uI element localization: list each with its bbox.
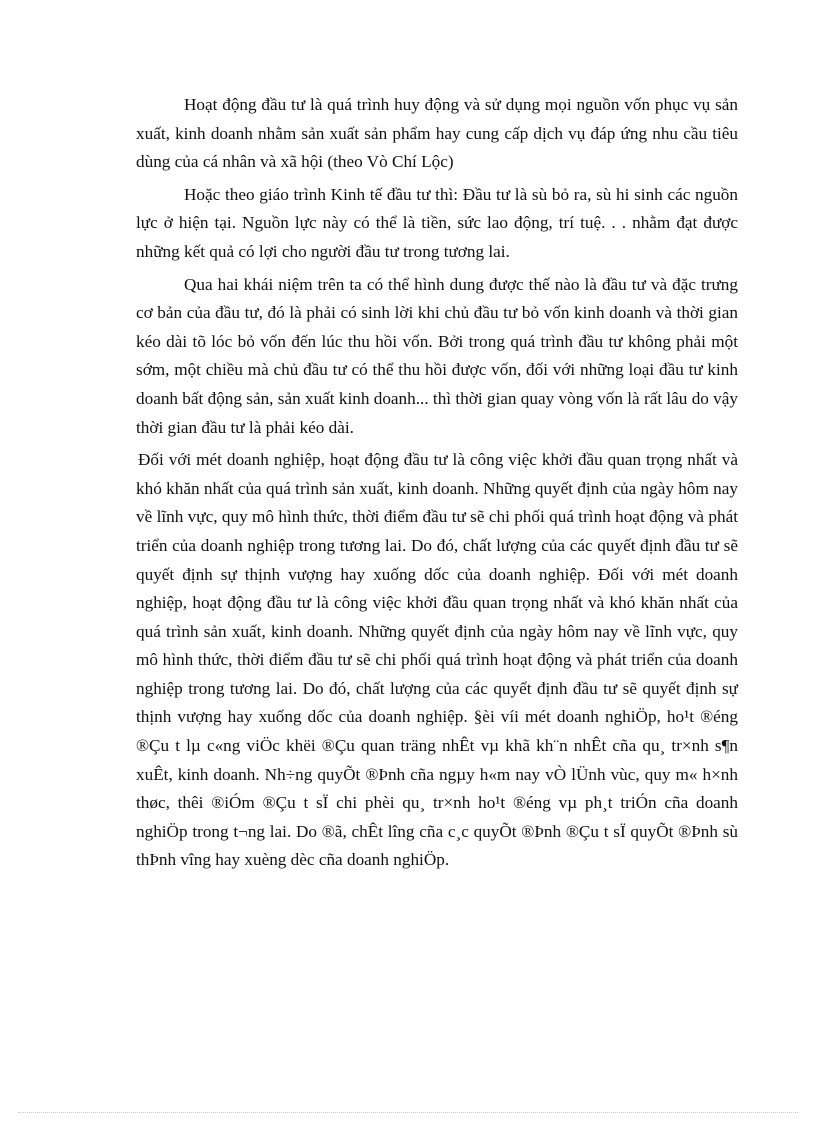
paragraph-investment-characteristics: Qua hai khái niệm trên ta có thể hình dung được thế nào là đầu tư và đặc trưng cơ bản của đầu tư, đó là phải có sinh lời khi chủ đầu tư bỏ vốn kinh doanh và thời gian kéo dài tõ lóc bỏ vốn đến lúc thu hồi vốn. Bởi trong quá trình đầu tư không phải một sớm, một chiều mà chủ đầu tư có thể thu hồi được vốn, đối với những loại đầu tư kinh doanh bất động sản, sản xuất kinh doanh... thì thời gian quay vòng vốn là rất lâu do vậy thời gian đầu tư là phải kéo dài.: [136, 274, 738, 437]
paragraph-enterprise-investment: Đối với mét doanh nghiệp, hoạt động đầu tư là công việc khởi đầu quan trọng nhất và khó khăn nhất của quá trình sản xuất, kinh doanh. Những quyết định của ngày hôm nay về lĩnh vực, quy mô hình thức, thời điểm đầu tư sẽ chi phối quá trình hoạt động và phát triển của doanh nghiệp trong tương lai. Do đó, chất lượng của các quyết định đầu tư sẽ quyết định sự thịnh vượng hay xuống dốc của doanh nghiệp. Đối với mét doanh nghiệp, hoạt động đầu tư là công việc khởi đầu quan trọng nhất và khó khăn nhất của quá trình sản xuất, kinh doanh. Những quyết định của ngày hôm nay về lĩnh vực, quy mô hình thức, thời điểm đầu tư sẽ chi phối quá trình hoạt động và phát triển của doanh nghiệp trong tương lai. Do đó, chất lượng của các quyết định đầu tư sẽ quyết định sự thịnh vượng hay xuống dốc của doanh nghiệp. §èi víi mét doanh nghiÖp, ho¹t ®éng ®Çu t lµ c«ng viÖc khëi ®Çu quan träng nhÊt vµ khã kh¨n nhÊt cña qu¸ tr×nh s¶n xuÊt, kinh doanh. Nh÷ng quyÕt ®Þnh cña ngµy h«m nay vÒ lÜnh vùc, quy m« h×nh thøc, thêi ®iÓm ®Çu t sÏ chi phèi qu¸ tr×nh ho¹t ®éng vµ ph¸t triÓn cña doanh nghiÖp trong t¬ng lai. Do ®ã, chÊt lîng cña c¸c quyÕt ®Þnh ®Çu t sÏ quyÕt ®Þnh sù thÞnh vîng hay xuèng dèc cña doanh nghiÖp.: [136, 450, 738, 870]
paragraph-investment-definition: Hoạt động đầu tư là quá trình huy động và sử dụng mọi nguồn vốn phục vụ sản xuất, kinh doanh nhằm sản xuất sản phẩm hay cung cấp dịch vụ đáp ứng nhu cầu tiêu dùng của cá nhân và xã hội (theo Vò Chí Lộc): [136, 95, 738, 172]
document-page: [136, 91, 738, 875]
paragraph-textbook-definition: Hoặc theo giáo trình Kinh tế đầu tư thì: Đầu tư là sù bỏ ra, sù hi sinh các nguồn lực ở hiện tại. Nguồn lực này có thể là tiền, sức lao động, trí tuệ. . . nhằm đạt được những kết quả có lợi cho người đầu tư trong tương lai.: [136, 184, 738, 261]
page-bottom-divider: [18, 1112, 798, 1113]
